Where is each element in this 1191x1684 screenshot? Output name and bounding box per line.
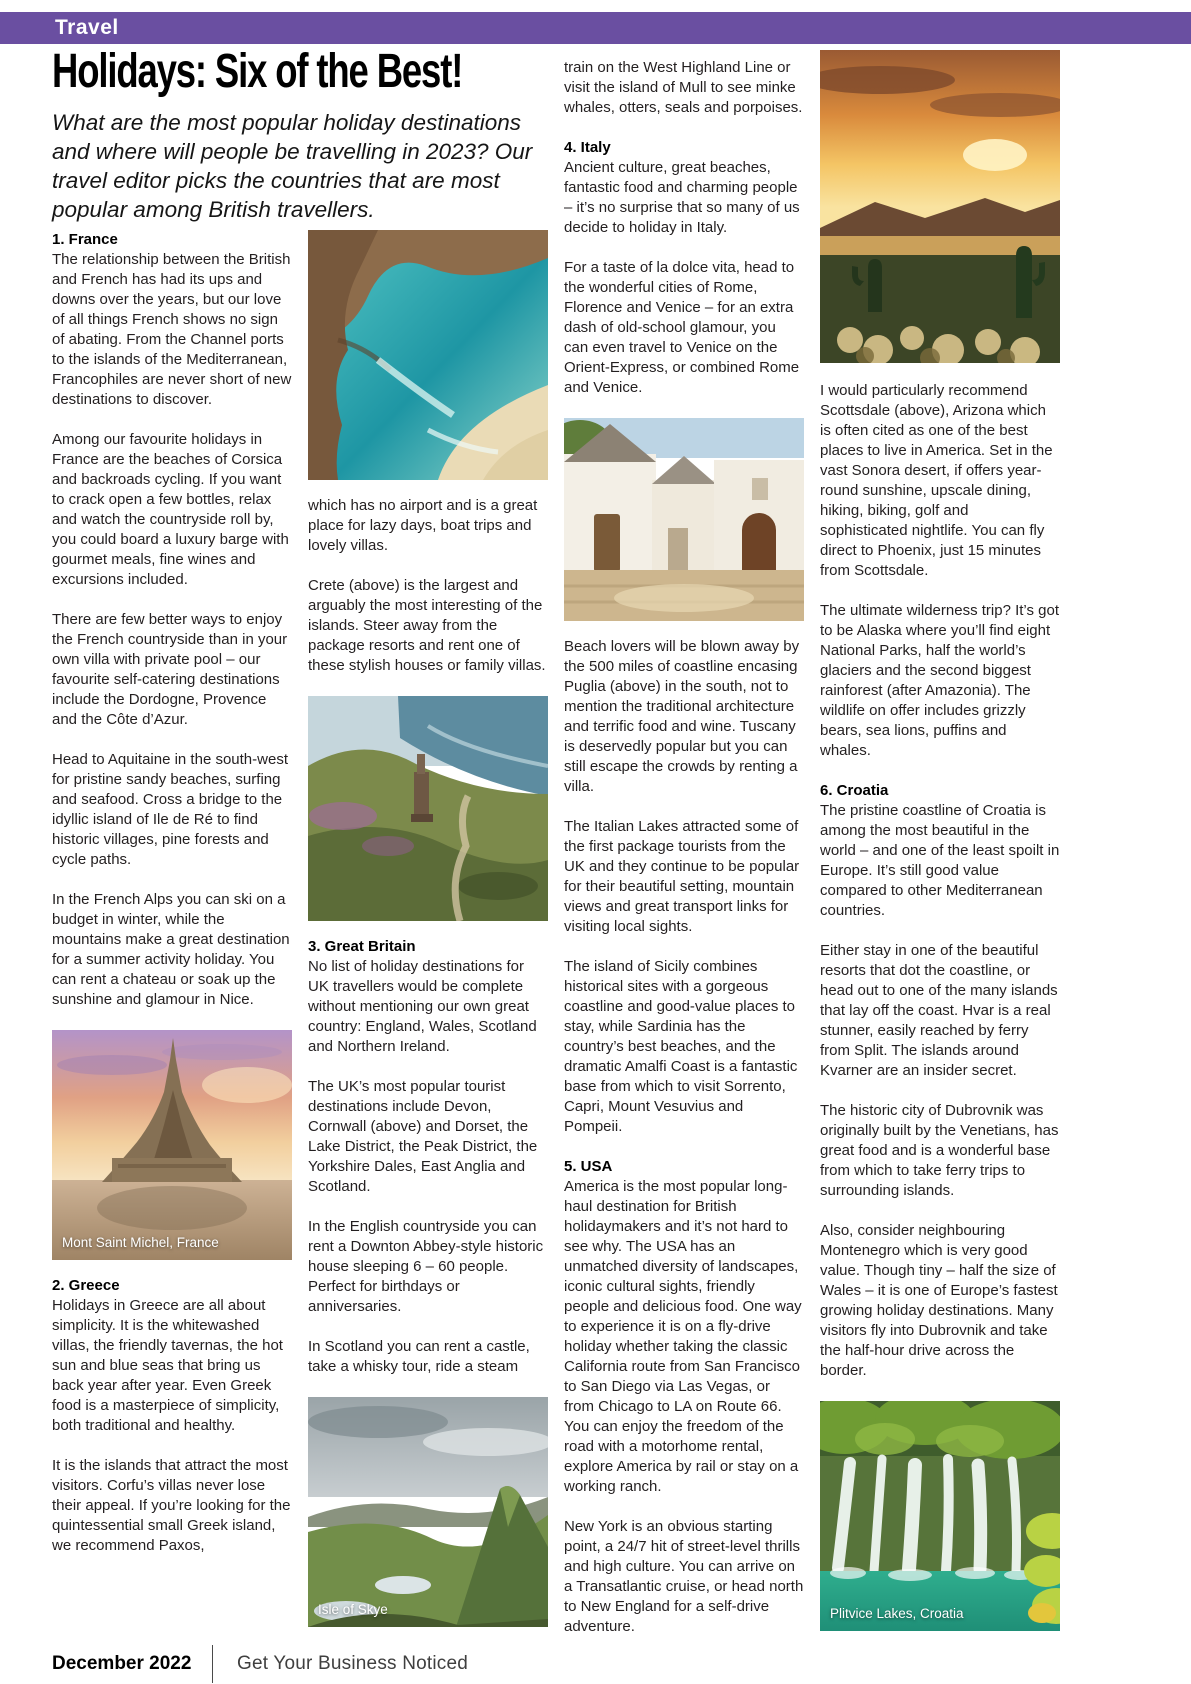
heading-greece: 2. Greece bbox=[52, 1277, 120, 1294]
paragraph: The historic city of Dubrovnik was originally built by the Venetians, has great food and is a wonderful base from which to take ferry trips to surrounding islands. bbox=[820, 1102, 1059, 1199]
photo-cornwall-mine bbox=[308, 696, 548, 921]
paragraph: Also, consider neighbouring Montenegro which is very good value. Though tiny – half the size of Wales – it is one of Europe’s fastest growing holiday destinations. Many visitors fly into Dubrovnik and take the half-hour drive across the border. bbox=[820, 1222, 1058, 1379]
photo-puglia-trulli bbox=[564, 418, 804, 621]
paragraph: I would particularly recommend Scottsdale (above), Arizona which is often cited as one of the best places to live in America. Set in the vast Sonora desert, if offers year-round sunshine, upscale dining, hiking, biking, golf and sophisticated nightlife. You can fly direct to Phoenix, just 15 minutes from Scottsdale. bbox=[820, 382, 1053, 579]
section-bar bbox=[0, 12, 1191, 44]
photo-mont-saint-michel bbox=[52, 1030, 292, 1260]
footer-date: December 2022 bbox=[52, 1653, 192, 1674]
photo-caption: Isle of Skye bbox=[318, 1602, 388, 1617]
photo-caption: Plitvice Lakes, Croatia bbox=[830, 1606, 964, 1621]
paragraph: Ancient culture, great beaches, fantastic food and charming people – it’s no surprise that so many of us decide to holiday in Italy. bbox=[564, 159, 800, 236]
paragraph: There are few better ways to enjoy the French countryside than in your own villa with private pool – our favourite self-catering destinations include the Dordogne, Provence and the Côte d’Azur. bbox=[52, 611, 288, 728]
column-4 bbox=[820, 50, 1060, 1647]
puglia-trulli-illustration bbox=[564, 418, 804, 621]
paragraph: Beach lovers will be blown away by the 500 miles of coastline encasing Puglia (above) in the south, not to mention the traditional architecture and terrific food and wine. Tuscany is deservedly popular but you can still escape the crowds by renting a villa. bbox=[564, 638, 800, 795]
crete-cove-illustration bbox=[308, 230, 548, 480]
paragraph: It is the islands that attract the most visitors. Corfu’s villas never lose their appeal. If you’re looking for the quintessential small Greek island, we recommend Paxos, bbox=[52, 1457, 291, 1554]
photo-scottsdale-desert bbox=[820, 50, 1060, 363]
cornwall-coast-illustration bbox=[308, 696, 548, 921]
paragraph: which has no airport and is a great place for lazy days, boat trips and lovely villas. bbox=[308, 497, 538, 554]
photo-plitvice-lakes bbox=[820, 1401, 1060, 1631]
plitvice-lakes-illustration bbox=[820, 1401, 1060, 1631]
intro-paragraph: What are the most popular holiday destinations and where will people be travelling in 2023? Our travel editor picks the countries that are most popular among British travellers. bbox=[52, 110, 533, 222]
photo-caption: Mont Saint Michel, France bbox=[62, 1235, 219, 1250]
paragraph: The island of Sicily combines historical sites with a gorgeous coastline and good-value places to stay, while Sardinia has the country’s best beaches, and the dramatic Amalfi Coast is a fantastic base from which to visit Sorrento, Capri, Mount Vesuvius and Pompeii. bbox=[564, 958, 798, 1135]
page-footer bbox=[52, 1645, 468, 1683]
paragraph: America is the most popular long-haul destination for British holidaymakers and it’s not hard to see why. The USA has an unmatched diversity of landscapes, iconic cultural sights, friendly people and delicious food. One way to experience it is on a fly-drive holiday whether taking the classic California route from San Francisco to San Diego via Las Vegas, or from Chicago to LA on Route 66. You can enjoy the freedom of the road with a motorhome rental, explore America by rail or stay on a working ranch. bbox=[564, 1178, 802, 1495]
paragraph: The relationship between the British and French has had its ups and downs over the years, but our love of all things French shows no sign of abating. From the Channel ports to the islands of the Mediterranean, Francophiles are never short of new destinations to discover. bbox=[52, 251, 292, 408]
heading-italy: 4. Italy bbox=[564, 139, 611, 156]
column-2 bbox=[308, 230, 548, 1643]
column-1 bbox=[52, 230, 292, 1576]
photo-isle-of-skye bbox=[308, 1397, 548, 1627]
heading-croatia: 6. Croatia bbox=[820, 782, 889, 799]
paragraph: The UK’s most popular tourist destinations include Devon, Cornwall (above) and Dorset, the Lake District, the Peak District, the Yorkshire Dales, East Anglia and Scotland. bbox=[308, 1078, 538, 1195]
heading-great-britain: 3. Great Britain bbox=[308, 938, 416, 955]
photo-crete-cove bbox=[308, 230, 548, 480]
footer-tagline: Get Your Business Noticed bbox=[237, 1653, 469, 1674]
paragraph: Head to Aquitaine in the south-west for pristine sandy beaches, surfing and seafood. Cross a bridge to the idyllic island of Ile de Ré to find historic villages, pine forests and cycle paths. bbox=[52, 751, 288, 868]
paragraph: The ultimate wilderness trip? It’s got to be Alaska where you’ll find eight National Parks, half the world’s glaciers and the second biggest rainforest (after Amazonia). The wildlife on offer includes grizzly bears, sea lions, puffins and whales. bbox=[820, 602, 1059, 759]
page-title: Holidays: Six of the Best! bbox=[52, 45, 463, 98]
paragraph: For a taste of la dolce vita, head to the wonderful cities of Rome, Florence and Venice – for an extra dash of old-school glamour, you can even travel to Venice on the Orient-Express, or combined Rome and Venice. bbox=[564, 259, 800, 396]
paragraph: The Italian Lakes attracted some of the first package tourists from the UK and they continue to be popular for their beautiful setting, mountain views and great transport links for visiting local sights. bbox=[564, 818, 800, 935]
paragraph: In the French Alps you can ski on a budget in winter, while the mountains make a great destination for a summer activity holiday. You can rent a chateau or soak up the sunshine and glamour in Nice. bbox=[52, 891, 290, 1008]
paragraph: The pristine coastline of Croatia is among the most beautiful in the world – and one of the least spoilt in Europe. It’s still good value compared to other Mediterranean countries. bbox=[820, 802, 1060, 919]
paragraph: Either stay in one of the beautiful resorts that dot the coastline, or head out to one of the many islands that lay off the coast. Hvar is a real stunner, easily reached by ferry from Split. The islands around Kvarner are an insider secret. bbox=[820, 942, 1058, 1079]
paragraph: In the English countryside you can rent a Downton Abbey-style historic house sleeping 6 – 60 people. Perfect for birthdays or anniversaries. bbox=[308, 1218, 544, 1315]
column-3 bbox=[564, 58, 804, 1657]
paragraph: In Scotland you can rent a castle, take a whisky tour, ride a steam bbox=[308, 1338, 530, 1375]
mont-saint-michel-illustration bbox=[52, 1030, 292, 1260]
paragraph: train on the West Highland Line or visit the island of Mull to see minke whales, otters, seals and porpoises. bbox=[564, 59, 803, 116]
heading-france: 1. France bbox=[52, 231, 118, 248]
isle-of-skye-illustration bbox=[308, 1397, 548, 1627]
paragraph: Among our favourite holidays in France are the beaches of Corsica and backroads cycling. If you want to crack open a few bottles, relax and watch the countryside roll by, you could board a luxury barge with gourmet meals, fine wines and excursions included. bbox=[52, 431, 289, 588]
paragraph: Crete (above) is the largest and arguably the most interesting of the islands. Steer away from the package resorts and rent one of these stylish houses or family villas. bbox=[308, 577, 546, 674]
scottsdale-desert-illustration bbox=[820, 50, 1060, 363]
section-label: Travel bbox=[55, 16, 119, 39]
headline-block bbox=[52, 45, 552, 224]
paragraph: New York is an obvious starting point, a 24/7 hit of street-level thrills and high culture. You can arrive on a Transatlantic cruise, or head north to New England for a self-drive adventure. bbox=[564, 1518, 804, 1635]
paragraph: Holidays in Greece are all about simplicity. It is the whitewashed villas, the friendly tavernas, the hot sun and blue seas that bring us back year after year. Even Greek food is a masterpiece of simplicity, both traditional and healthy. bbox=[52, 1297, 283, 1434]
paragraph: No list of holiday destinations for UK travellers would be complete without mentioning our own great country: England, Wales, Scotland and Northern Ireland. bbox=[308, 958, 537, 1055]
heading-usa: 5. USA bbox=[564, 1158, 613, 1175]
footer-divider bbox=[212, 1645, 213, 1683]
